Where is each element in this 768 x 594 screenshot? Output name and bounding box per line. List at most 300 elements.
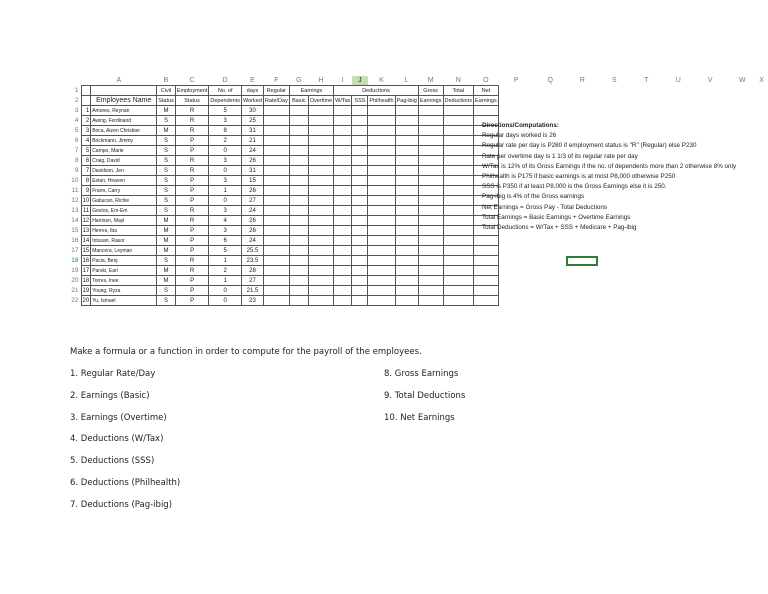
column-header-x[interactable]: X <box>759 76 764 84</box>
employment-status[interactable]: R <box>175 266 209 276</box>
empty-cell[interactable] <box>289 236 308 246</box>
empty-cell[interactable] <box>308 246 333 256</box>
employee-name[interactable]: Awing, Ferdinand <box>91 116 157 126</box>
employee-name[interactable]: Intusan, Rasor <box>91 236 157 246</box>
empty-cell[interactable] <box>368 116 395 126</box>
empty-cell[interactable] <box>308 206 333 216</box>
empty-cell[interactable] <box>334 206 352 216</box>
cell[interactable] <box>726 86 758 96</box>
days-worked[interactable]: 31 <box>242 166 264 176</box>
employment-status[interactable]: P <box>175 226 209 236</box>
empty-cell[interactable] <box>443 126 474 136</box>
cell[interactable] <box>694 106 726 116</box>
column-header-k[interactable]: K <box>379 76 384 84</box>
dependents[interactable]: 2 <box>209 266 242 276</box>
row-number[interactable]: 5 <box>74 126 79 134</box>
cell[interactable] <box>630 266 662 276</box>
empty-cell[interactable] <box>308 126 333 136</box>
cell[interactable] <box>630 296 662 306</box>
empty-cell[interactable] <box>289 296 308 306</box>
cell[interactable] <box>534 286 566 296</box>
row-number[interactable]: 19 <box>71 266 79 274</box>
empty-cell[interactable] <box>395 206 418 216</box>
employee-name[interactable]: Gabucan, Richie <box>91 196 157 206</box>
empty-cell[interactable] <box>334 266 352 276</box>
employee-name[interactable]: Herres, Iba <box>91 226 157 236</box>
dependents[interactable]: 0 <box>209 166 242 176</box>
empty-cell[interactable] <box>368 266 395 276</box>
civil-status[interactable]: S <box>157 146 176 156</box>
empty-cell[interactable] <box>263 266 289 276</box>
empty-cell[interactable] <box>418 216 443 226</box>
header-civil[interactable]: Civil <box>157 86 176 96</box>
employee-name[interactable]: Pacia, Benj <box>91 256 157 266</box>
cell[interactable] <box>662 86 694 96</box>
header-employment[interactable]: Employment <box>176 87 208 94</box>
employee-number[interactable]: 9 <box>81 186 91 196</box>
empty-cell[interactable] <box>418 136 443 146</box>
row-number[interactable]: 15 <box>71 226 79 234</box>
empty-cell[interactable] <box>263 156 289 166</box>
header-name[interactable]: Employees Name <box>91 96 157 106</box>
empty-cell[interactable] <box>263 236 289 246</box>
header-pagibig[interactable]: Pag-ibig <box>396 97 417 104</box>
cell[interactable] <box>694 296 726 306</box>
cell[interactable] <box>498 256 534 266</box>
civil-status[interactable]: S <box>157 206 176 216</box>
empty-cell[interactable] <box>443 206 474 216</box>
employee-number[interactable]: 12 <box>82 217 90 224</box>
empty-cell[interactable] <box>352 296 368 306</box>
empty-cell[interactable] <box>263 136 289 146</box>
civil-status[interactable]: M <box>157 216 176 226</box>
days-worked[interactable]: 26 <box>242 226 264 236</box>
cell[interactable] <box>534 266 566 276</box>
employment-status[interactable]: P <box>175 136 209 146</box>
civil-status[interactable]: M <box>157 246 176 256</box>
empty-cell[interactable] <box>443 196 474 206</box>
empty-cell[interactable] <box>308 266 333 276</box>
empty-cell[interactable] <box>443 186 474 196</box>
cell[interactable] <box>498 266 534 276</box>
empty-cell[interactable] <box>352 276 368 286</box>
empty-cell[interactable] <box>352 106 368 116</box>
days-worked[interactable]: 21.5 <box>242 286 264 296</box>
empty-cell[interactable] <box>474 256 499 266</box>
column-header-s[interactable]: S <box>611 76 617 84</box>
empty-cell[interactable] <box>368 226 395 236</box>
dependents[interactable]: 3 <box>209 226 242 236</box>
empty-cell[interactable] <box>418 296 443 306</box>
dependents[interactable]: 2 <box>209 136 242 146</box>
empty-cell[interactable] <box>308 136 333 146</box>
empty-cell[interactable] <box>443 156 474 166</box>
empty-cell[interactable] <box>418 226 443 236</box>
empty-cell[interactable] <box>308 166 333 176</box>
empty-cell[interactable] <box>418 176 443 186</box>
dependents[interactable]: 1 <box>209 186 242 196</box>
column-header-i[interactable]: I <box>341 76 344 84</box>
empty-cell[interactable] <box>263 226 289 236</box>
empty-cell[interactable] <box>395 276 418 286</box>
row-number[interactable]: 11 <box>71 186 79 194</box>
cell[interactable] <box>726 276 758 286</box>
row-number[interactable]: 1 <box>74 86 79 94</box>
cell[interactable] <box>630 86 662 96</box>
employee-number[interactable]: 13 <box>82 227 90 234</box>
employment-status[interactable]: P <box>175 176 209 186</box>
empty-cell[interactable] <box>289 286 308 296</box>
empty-cell[interactable] <box>289 216 308 226</box>
cell[interactable] <box>598 256 630 266</box>
civil-status[interactable]: S <box>157 296 176 306</box>
empty-cell[interactable] <box>474 246 499 256</box>
header-no-of[interactable]: No. of <box>209 86 242 96</box>
empty-cell[interactable] <box>308 236 333 246</box>
cell[interactable] <box>630 236 662 246</box>
empty-cell[interactable] <box>352 226 368 236</box>
empty-cell[interactable] <box>334 186 352 196</box>
empty-cell[interactable] <box>418 236 443 246</box>
empty-cell[interactable] <box>443 136 474 146</box>
empty-cell[interactable] <box>308 256 333 266</box>
empty-cell[interactable] <box>352 116 368 126</box>
empty-cell[interactable] <box>308 196 333 206</box>
empty-cell[interactable] <box>289 136 308 146</box>
empty-cell[interactable] <box>308 296 333 306</box>
empty-cell[interactable] <box>368 206 395 216</box>
cell[interactable] <box>598 106 630 116</box>
empty-cell[interactable] <box>263 216 289 226</box>
cell[interactable] <box>534 246 566 256</box>
employee-name[interactable]: Boca, Aizen Christian <box>91 126 157 136</box>
empty-cell[interactable] <box>368 246 395 256</box>
cell[interactable] <box>630 106 662 116</box>
civil-status[interactable]: S <box>157 136 176 146</box>
empty-cell[interactable] <box>352 176 368 186</box>
cell[interactable] <box>566 266 598 276</box>
cell[interactable] <box>662 266 694 276</box>
days-worked[interactable]: 21 <box>242 136 264 146</box>
empty-cell[interactable] <box>263 286 289 296</box>
empty-cell[interactable] <box>263 166 289 176</box>
dependents[interactable]: 8 <box>209 126 242 136</box>
dependents[interactable]: 3 <box>209 156 242 166</box>
cell[interactable] <box>498 286 534 296</box>
empty-cell[interactable] <box>395 236 418 246</box>
empty-cell[interactable] <box>443 146 474 156</box>
dependents[interactable]: 1 <box>209 276 242 286</box>
cell[interactable] <box>598 86 630 96</box>
employee-number[interactable]: 11 <box>82 207 90 214</box>
empty-cell[interactable] <box>368 286 395 296</box>
cell[interactable] <box>498 276 534 286</box>
cell[interactable] <box>534 256 566 266</box>
dependents[interactable]: 5 <box>209 106 242 116</box>
column-header-a[interactable]: A <box>116 76 122 84</box>
empty-cell[interactable] <box>289 106 308 116</box>
employment-status[interactable]: P <box>175 196 209 206</box>
empty-cell[interactable] <box>395 246 418 256</box>
empty-cell[interactable] <box>289 226 308 236</box>
empty-cell[interactable] <box>474 106 499 116</box>
cell[interactable] <box>598 266 630 276</box>
cell[interactable] <box>598 286 630 296</box>
empty-cell[interactable] <box>352 246 368 256</box>
column-header-t[interactable]: T <box>644 76 649 84</box>
row-number[interactable]: 3 <box>74 106 79 114</box>
empty-cell[interactable] <box>263 146 289 156</box>
column-header-r[interactable]: R <box>579 76 585 84</box>
empty-cell[interactable] <box>263 196 289 206</box>
cell[interactable] <box>662 286 694 296</box>
empty-cell[interactable] <box>308 216 333 226</box>
empty-cell[interactable] <box>418 266 443 276</box>
employee-number[interactable]: 5 <box>81 146 91 156</box>
header-net[interactable]: Net <box>474 86 499 96</box>
employment-status[interactable]: P <box>175 276 209 286</box>
employment-status[interactable]: P <box>175 186 209 196</box>
cell[interactable] <box>630 96 662 106</box>
empty-cell[interactable] <box>418 156 443 166</box>
days-worked[interactable]: 27 <box>242 196 264 206</box>
empty-cell[interactable] <box>289 276 308 286</box>
cell[interactable] <box>598 246 630 256</box>
days-worked[interactable]: 28 <box>242 266 264 276</box>
empty-cell[interactable] <box>334 156 352 166</box>
empty-cell[interactable] <box>395 176 418 186</box>
cell[interactable] <box>662 106 694 116</box>
empty-cell[interactable] <box>395 196 418 206</box>
empty-cell[interactable] <box>474 236 499 246</box>
column-header-l[interactable]: L <box>404 76 409 84</box>
empty-cell[interactable] <box>368 156 395 166</box>
empty-cell[interactable] <box>368 276 395 286</box>
empty-cell[interactable] <box>352 236 368 246</box>
empty-cell[interactable] <box>263 256 289 266</box>
employment-status[interactable]: R <box>175 216 209 226</box>
empty-cell[interactable] <box>289 196 308 206</box>
empty-cell[interactable] <box>368 196 395 206</box>
employee-number[interactable]: 18 <box>82 277 90 284</box>
column-header-h[interactable]: H <box>318 76 324 84</box>
row-number[interactable]: 9 <box>74 166 79 174</box>
empty-cell[interactable] <box>308 106 333 116</box>
empty-cell[interactable] <box>368 146 395 156</box>
employment-status[interactable]: P <box>175 236 209 246</box>
cell[interactable] <box>498 296 534 306</box>
cell[interactable] <box>726 266 758 276</box>
employee-name[interactable]: Brickmann, Jimmy <box>91 136 157 146</box>
cell[interactable] <box>566 86 598 96</box>
civil-status[interactable]: S <box>157 186 176 196</box>
employee-number[interactable]: 19 <box>82 287 90 294</box>
column-header-o[interactable]: O <box>483 76 489 84</box>
empty-cell[interactable] <box>368 216 395 226</box>
empty-cell[interactable] <box>368 296 395 306</box>
days-worked[interactable]: 25 <box>242 116 264 126</box>
days-worked[interactable]: 31 <box>242 126 264 136</box>
empty-cell[interactable] <box>395 296 418 306</box>
row-number[interactable]: 2 <box>74 96 79 104</box>
cell[interactable] <box>498 236 534 246</box>
employment-status[interactable]: R <box>175 206 209 216</box>
empty-cell[interactable] <box>289 246 308 256</box>
column-header-b[interactable]: B <box>163 76 169 84</box>
days-worked[interactable]: 24 <box>242 146 264 156</box>
days-worked[interactable]: 15 <box>242 176 264 186</box>
empty-cell[interactable] <box>352 196 368 206</box>
empty-cell[interactable] <box>263 276 289 286</box>
employee-number[interactable]: 7 <box>81 166 91 176</box>
cell[interactable] <box>534 296 566 306</box>
empty-cell[interactable] <box>263 186 289 196</box>
employment-status[interactable]: R <box>175 256 209 266</box>
civil-status[interactable]: M <box>157 266 176 276</box>
cell[interactable] <box>566 96 598 106</box>
empty-cell[interactable] <box>263 106 289 116</box>
empty-cell[interactable] <box>263 176 289 186</box>
selected-cell[interactable] <box>566 256 598 266</box>
employee-name[interactable]: Estan, Heaven <box>91 176 157 186</box>
empty-cell[interactable] <box>368 236 395 246</box>
column-header-d[interactable]: D <box>222 76 228 84</box>
dependents[interactable]: 0 <box>209 296 242 306</box>
employee-name[interactable]: Campo, Marie <box>91 146 157 156</box>
empty-cell[interactable] <box>395 226 418 236</box>
empty-cell[interactable] <box>418 256 443 266</box>
empty-cell[interactable] <box>418 186 443 196</box>
days-worked[interactable]: 27 <box>242 276 264 286</box>
cell[interactable] <box>81 96 91 106</box>
dependents[interactable]: 0 <box>209 146 242 156</box>
cell[interactable] <box>726 296 758 306</box>
days-worked[interactable]: 26 <box>242 186 264 196</box>
empty-cell[interactable] <box>308 176 333 186</box>
employee-name[interactable]: Yu, Ismael <box>91 296 157 306</box>
cell[interactable] <box>630 286 662 296</box>
empty-cell[interactable] <box>443 216 474 226</box>
cell[interactable] <box>598 236 630 246</box>
row-number[interactable]: 17 <box>71 246 79 254</box>
empty-cell[interactable] <box>443 236 474 246</box>
empty-cell[interactable] <box>395 106 418 116</box>
column-header-v[interactable]: V <box>707 76 713 84</box>
cell[interactable] <box>566 236 598 246</box>
employee-number[interactable]: 17 <box>82 267 90 274</box>
employment-status[interactable]: P <box>175 246 209 256</box>
empty-cell[interactable] <box>395 186 418 196</box>
empty-cell[interactable] <box>443 166 474 176</box>
empty-cell[interactable] <box>418 166 443 176</box>
dependents[interactable]: 6 <box>209 236 242 246</box>
empty-cell[interactable] <box>289 166 308 176</box>
header-rateday[interactable]: Rate/Day <box>264 97 288 104</box>
row-number[interactable]: 16 <box>71 236 79 244</box>
cell[interactable] <box>81 86 91 96</box>
empty-cell[interactable] <box>308 116 333 126</box>
civil-status[interactable]: M <box>157 126 176 136</box>
employee-number[interactable]: 16 <box>82 257 90 264</box>
header-days[interactable]: days <box>242 86 264 96</box>
header-gross-earn[interactable]: Earnings <box>419 97 442 104</box>
employee-number[interactable]: 14 <box>82 237 90 244</box>
empty-cell[interactable] <box>334 166 352 176</box>
empty-cell[interactable] <box>352 186 368 196</box>
civil-status[interactable]: M <box>157 106 176 116</box>
cell[interactable] <box>662 276 694 286</box>
column-header-n[interactable]: N <box>455 76 461 84</box>
civil-status[interactable]: S <box>157 156 176 166</box>
column-header-g[interactable]: G <box>296 76 302 84</box>
cell[interactable] <box>498 106 534 116</box>
civil-status[interactable]: M <box>157 276 176 286</box>
empty-cell[interactable] <box>443 106 474 116</box>
dependents[interactable]: 4 <box>209 216 242 226</box>
empty-cell[interactable] <box>352 146 368 156</box>
days-worked[interactable]: 23.5 <box>242 256 264 266</box>
empty-cell[interactable] <box>289 126 308 136</box>
cell[interactable] <box>726 236 758 246</box>
civil-status[interactable]: S <box>157 196 176 206</box>
empty-cell[interactable] <box>289 266 308 276</box>
select-all-corner[interactable] <box>68 76 81 86</box>
empty-cell[interactable] <box>308 186 333 196</box>
empty-cell[interactable] <box>352 166 368 176</box>
empty-cell[interactable] <box>443 246 474 256</box>
empty-cell[interactable] <box>334 136 352 146</box>
cell[interactable] <box>694 96 726 106</box>
empty-cell[interactable] <box>352 216 368 226</box>
cell[interactable] <box>91 86 157 96</box>
empty-cell[interactable] <box>395 256 418 266</box>
row-number[interactable]: 20 <box>71 276 79 284</box>
empty-cell[interactable] <box>368 166 395 176</box>
cell[interactable] <box>630 256 662 266</box>
employment-status[interactable]: P <box>175 146 209 156</box>
row-number[interactable]: 6 <box>74 136 79 144</box>
row-number[interactable]: 4 <box>74 116 79 124</box>
empty-cell[interactable] <box>368 126 395 136</box>
row-number[interactable]: 22 <box>71 296 79 304</box>
empty-cell[interactable] <box>289 146 308 156</box>
empty-cell[interactable] <box>474 296 499 306</box>
civil-status[interactable]: S <box>157 116 176 126</box>
empty-cell[interactable] <box>334 126 352 136</box>
column-header-p[interactable]: P <box>513 76 519 84</box>
employment-status[interactable]: R <box>175 116 209 126</box>
cell[interactable] <box>566 296 598 306</box>
empty-cell[interactable] <box>418 116 443 126</box>
empty-cell[interactable] <box>289 256 308 266</box>
empty-cell[interactable] <box>308 276 333 286</box>
header-deductions[interactable]: Deductions <box>334 86 419 96</box>
cell[interactable] <box>694 276 726 286</box>
empty-cell[interactable] <box>395 146 418 156</box>
civil-status[interactable]: M <box>157 226 176 236</box>
empty-cell[interactable] <box>263 206 289 216</box>
days-worked[interactable]: 30 <box>242 106 264 116</box>
empty-cell[interactable] <box>418 146 443 156</box>
employment-status[interactable]: R <box>175 156 209 166</box>
header-total[interactable]: Total <box>443 86 474 96</box>
empty-cell[interactable] <box>418 196 443 206</box>
empty-cell[interactable] <box>352 136 368 146</box>
row-number[interactable]: 10 <box>71 176 79 184</box>
column-header-w[interactable]: W <box>738 76 746 84</box>
employee-name[interactable]: Gestos, Em-Em <box>91 206 157 216</box>
days-worked[interactable]: 24 <box>242 206 264 216</box>
